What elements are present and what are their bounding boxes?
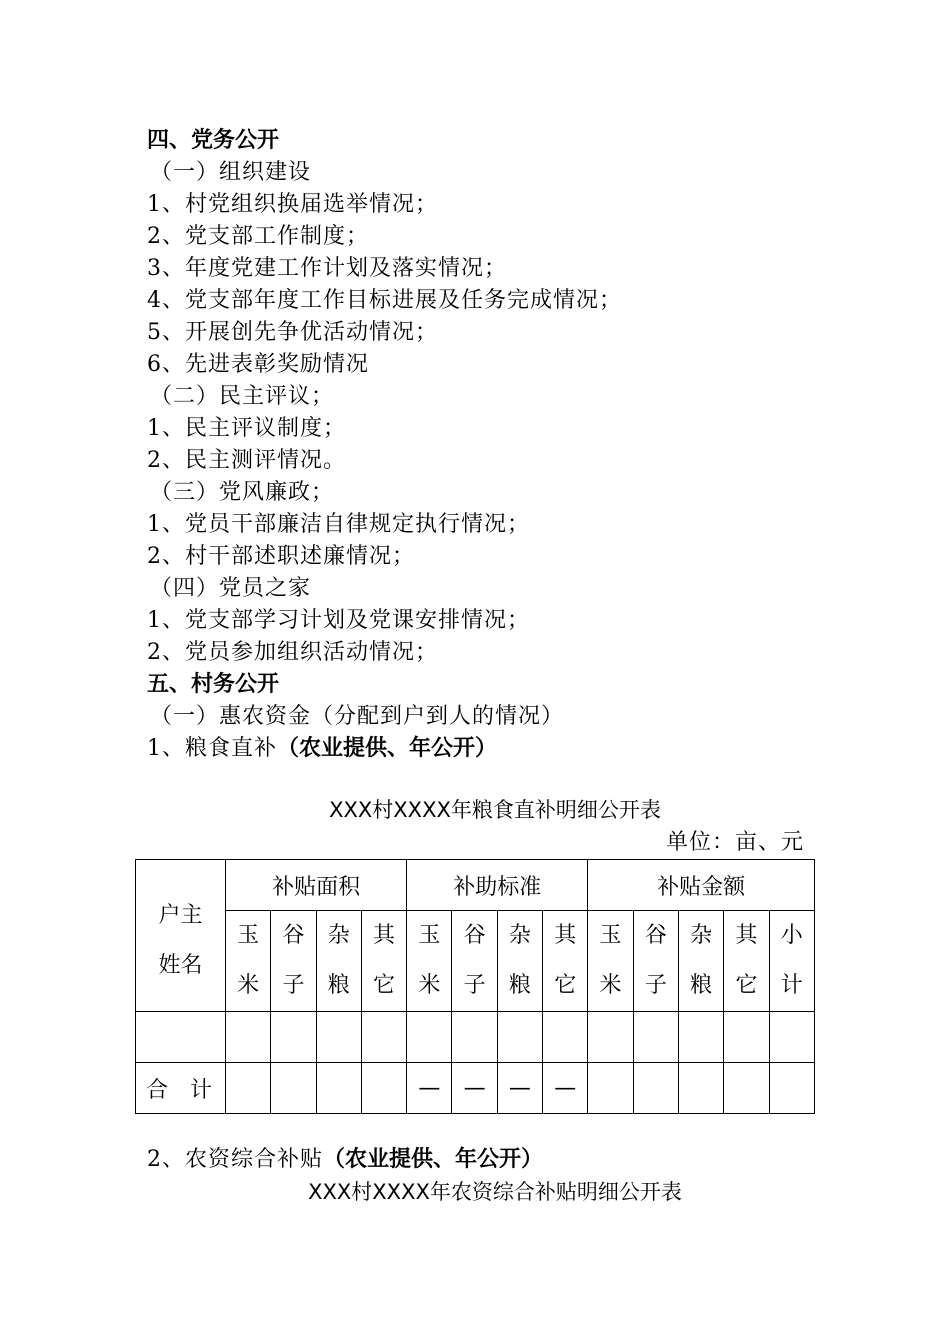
owner-header-line1: 户主 <box>158 902 203 928</box>
list-item: 6、先进表彰奖励情况 <box>147 352 369 377</box>
crop-header: 谷 子 <box>633 911 678 1012</box>
subsection-title-democracy: （二）民主评议； <box>150 384 335 409</box>
section-heading-village: 五、村务公开 <box>147 672 280 697</box>
table-title: XXX村XXXX年农资综合补贴明细公开表 <box>308 1180 682 1204</box>
list-item: 1、党员干部廉洁自律规定执行情况； <box>147 512 530 537</box>
table-cell <box>769 1012 814 1063</box>
table-unit: 单位：亩、元 <box>665 830 804 855</box>
subsection-title-org: （一）组织建设 <box>150 160 312 185</box>
crop-header: 其 它 <box>543 911 588 1012</box>
table-cell <box>316 1063 361 1114</box>
list-item: 2、党员参加组织活动情况； <box>147 640 438 665</box>
table-cell <box>678 1063 723 1114</box>
total-row <box>136 1063 815 1114</box>
group-header-amount: 补贴金额 <box>588 860 815 911</box>
item-text: 2、农资综合补贴 <box>147 1147 323 1172</box>
item-note: （农业提供、年公开） <box>323 1147 544 1172</box>
table-cell <box>724 1063 769 1114</box>
table-cell <box>226 1063 271 1114</box>
subsection-title-funds: （一）惠农资金（分配到户到人的情况） <box>150 704 565 729</box>
table-cell <box>543 1012 588 1063</box>
table-cell <box>678 1012 723 1063</box>
item-note: （农业提供、年公开） <box>277 736 498 761</box>
table-cell <box>271 1012 316 1063</box>
dash-cell: — <box>452 1063 497 1114</box>
crop-header: 其 它 <box>361 911 406 1012</box>
list-item: 1、村党组织换届选举情况； <box>147 192 438 217</box>
subsection-title-home: （四）党员之家 <box>150 576 312 601</box>
subsection-title-integrity: （三）党风廉政； <box>150 480 335 505</box>
table-cell <box>633 1012 678 1063</box>
crop-header: 杂 粮 <box>497 911 542 1012</box>
table-cell <box>136 1012 226 1063</box>
section-heading-party: 四、党务公开 <box>147 128 280 153</box>
list-item: 5、开展创先争优活动情况； <box>147 320 438 345</box>
table-cell <box>497 1012 542 1063</box>
list-item: 2、民主测评情况。 <box>147 448 346 473</box>
owner-name-header <box>136 860 226 1012</box>
crop-header: 谷 子 <box>452 911 497 1012</box>
crop-header: 谷 子 <box>271 911 316 1012</box>
table-cell <box>226 1012 271 1063</box>
table-row <box>136 1012 815 1063</box>
grain-subsidy-table <box>135 859 815 1114</box>
dash-cell: — <box>497 1063 542 1114</box>
crop-header: 玉 米 <box>588 911 633 1012</box>
table-cell <box>588 1012 633 1063</box>
table-cell <box>724 1012 769 1063</box>
table-cell <box>588 1063 633 1114</box>
list-item: 4、党支部年度工作目标进展及任务完成情况； <box>147 288 622 313</box>
table-cell <box>361 1063 406 1114</box>
list-item: 1、党支部学习计划及党课安排情况； <box>147 608 530 633</box>
total-label: 合 计 <box>136 1063 226 1114</box>
crop-header: 小 计 <box>769 911 814 1012</box>
table-cell <box>271 1063 316 1114</box>
table-cell <box>633 1063 678 1114</box>
list-item: 2、村干部述职述廉情况； <box>147 544 415 569</box>
crop-header: 杂 粮 <box>678 911 723 1012</box>
dash-cell: — <box>407 1063 452 1114</box>
table-cell <box>316 1012 361 1063</box>
dash-cell: — <box>543 1063 588 1114</box>
list-item: 2、党支部工作制度； <box>147 224 369 249</box>
crop-header: 玉 米 <box>226 911 271 1012</box>
table-cell <box>452 1012 497 1063</box>
table-cell <box>769 1063 814 1114</box>
table-cell <box>407 1012 452 1063</box>
crop-header: 玉 米 <box>407 911 452 1012</box>
table-cell <box>361 1012 406 1063</box>
crop-header: 杂 粮 <box>316 911 361 1012</box>
crop-header: 其 它 <box>724 911 769 1012</box>
list-item-grain-subsidy <box>147 733 497 765</box>
list-item: 3、年度党建工作计划及落实情况； <box>147 256 507 281</box>
list-item: 1、民主评议制度； <box>147 416 346 441</box>
table-title: XXX村XXXX年粮食直补明细公开表 <box>329 798 661 822</box>
item-text: 1、粮食直补 <box>147 736 277 761</box>
group-header-area: 补贴面积 <box>226 860 407 911</box>
list-item-agri-subsidy <box>147 1144 543 1176</box>
owner-header-line2: 姓名 <box>158 952 203 978</box>
group-header-standard: 补助标准 <box>407 860 588 911</box>
